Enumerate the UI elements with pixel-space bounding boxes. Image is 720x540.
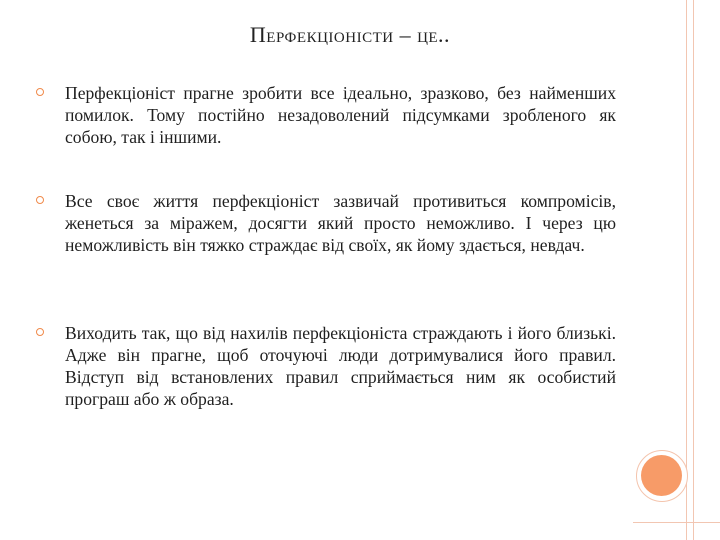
bullet-circle-icon (36, 196, 44, 204)
frame-line (693, 0, 694, 540)
frame-line (686, 0, 687, 540)
bullet-text: Перфекціоніст прагне зробити все ідеально, зразково, без найменших помилок. Тому постійно незадоволений підсумками зробленого як собою, так і іншими. (65, 83, 616, 147)
frame-line (633, 522, 720, 523)
slide-title: Перфекціоністи – це.. (249, 22, 451, 47)
bullet-text: Виходить так, що від нахилів перфекціоніста страждають і його близькі. Адже він прагне, щоб оточуючі люди дотримувалися його правил. Відступ від встановлених правил сприймається ним як особистий програш або ж образа. (65, 323, 616, 409)
decor-circle-icon (641, 455, 682, 496)
list-item (36, 190, 616, 256)
bullet-circle-icon (36, 328, 44, 336)
bullet-text: Все своє життя перфекціоніст зазвичай противиться компромісів, женеться за міражем, досягти який просто неможливо. І через цю неможливість він тяжко страждає від своїх, як йому здається, невдач. (65, 191, 616, 255)
list-item (36, 82, 616, 148)
bullet-circle-icon (36, 88, 44, 96)
list-item (36, 322, 616, 410)
